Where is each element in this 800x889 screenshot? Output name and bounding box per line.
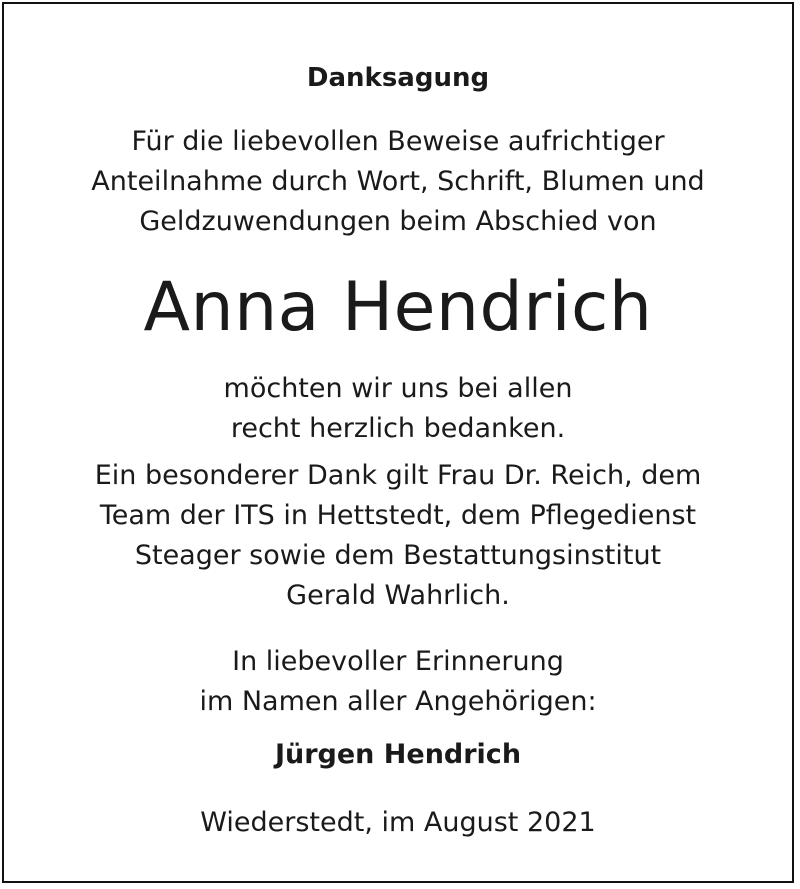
obituary-thanks-notice: [2, 2, 794, 883]
signer-name: Jürgen Hendrich: [274, 739, 522, 770]
special-thanks-line-3: Steager sowie dem Bestattungsinstitut: [134, 540, 662, 571]
deceased-name: Anna Hendrich: [143, 268, 653, 347]
thanks-line-2: recht herzlich bedanken.: [230, 413, 566, 444]
special-thanks-line-4: Gerald Wahrlich.: [286, 580, 510, 611]
closing-line-2: im Namen aller Angehörigen:: [199, 686, 597, 717]
special-thanks-line-2: Team der ITS in Hettstedt, dem Pflegedienst: [99, 500, 697, 531]
thanks-line-1: möchten wir uns bei allen: [223, 373, 573, 404]
intro-line-1: Für die liebevollen Beweise aufrichtiger: [131, 126, 665, 157]
intro-line-3: Geldzuwendungen beim Abschied von: [139, 206, 657, 237]
place-and-date: Wiederstedt, im August 2021: [200, 807, 596, 838]
intro-line-2: Anteilnahme durch Wort, Schrift, Blumen und: [91, 166, 705, 197]
special-thanks-line-1: Ein besonderer Dank gilt Frau Dr. Reich, dem: [94, 460, 702, 491]
closing-line-1: In liebevoller Erinnerung: [232, 646, 564, 677]
notice-title: Danksagung: [306, 63, 490, 93]
